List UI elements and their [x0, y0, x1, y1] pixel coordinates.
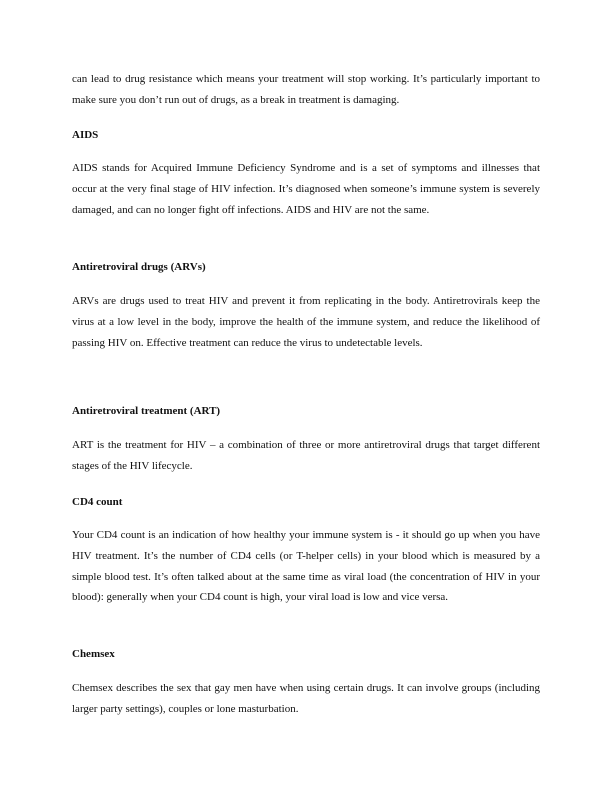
heading-aids: AIDS	[72, 129, 99, 141]
heading-cd4-count: CD4 count	[72, 496, 123, 508]
paragraph-aids: AIDS stands for Acquired Immune Deficiency Syndrome and is a set of symptoms and illnesses that occur at the very final stage of HIV infection. It’s diagnosed when someone’s immune system is severely damaged, and can no longer fight off infections. AIDS and HIV are not the same.	[72, 162, 540, 216]
paragraph-chemsex: Chemsex describes the sex that gay men have when using certain drugs. It can involve groups (including larger party settings), couples or lone masturbation.	[72, 682, 540, 715]
intro-paragraph: can lead to drug resistance which means your treatment will stop working. It’s particularly important to make sure you don’t run out of drugs, as a break in treatment is damaging.	[72, 73, 540, 106]
heading-art: Antiretroviral treatment (ART)	[72, 405, 221, 417]
paragraph-cd4-count: Your CD4 count is an indication of how healthy your immune system is - it should go up when you have HIV treatment. It’s the number of CD4 cells (or T-helper cells) in your blood which is measured by a simple blood test. It’s often talked about at the same time as viral load (the concentration of HIV in your blood): generally when your CD4 count is high, your viral load is low and vice versa.	[72, 529, 540, 604]
heading-chemsex: Chemsex	[72, 648, 115, 660]
paragraph-art: ART is the treatment for HIV – a combination of three or more antiretroviral drugs that target different stages of the HIV lifecycle.	[72, 439, 540, 472]
paragraph-arvs: ARVs are drugs used to treat HIV and prevent it from replicating in the body. Antiretrovirals keep the virus at a low level in the body, improve the health of the immune system, and reduce the likelihood of passing HIV on. Effective treatment can reduce the virus to undetectable levels.	[72, 295, 540, 349]
heading-arvs: Antiretroviral drugs (ARVs)	[72, 261, 206, 273]
